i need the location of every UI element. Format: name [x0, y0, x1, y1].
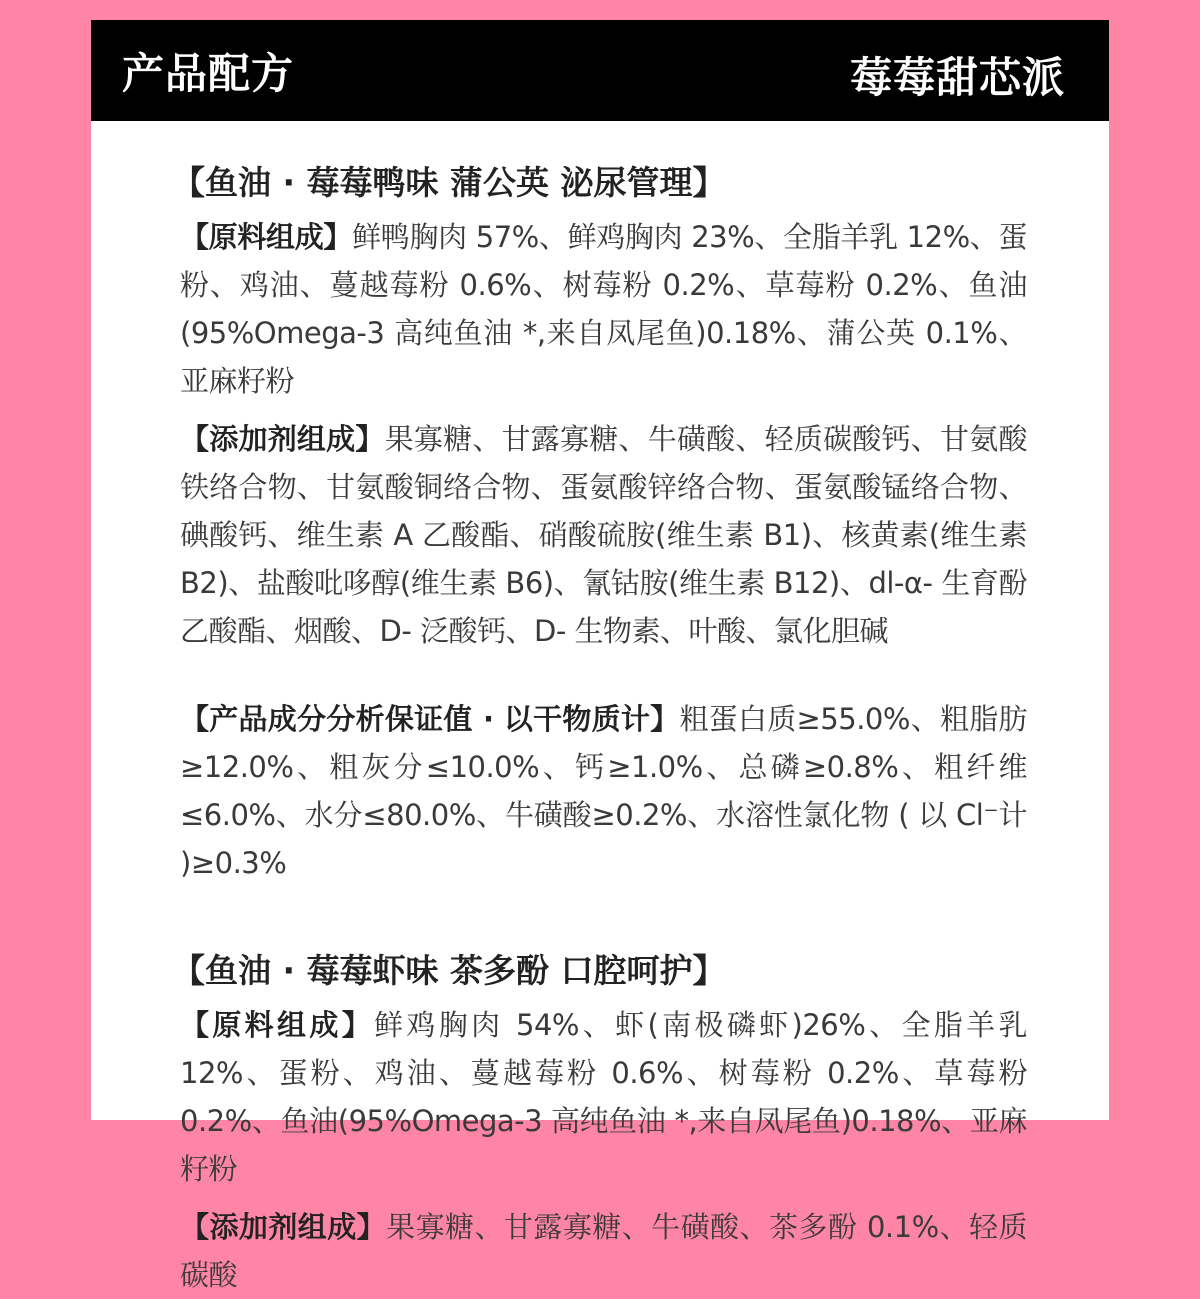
- additives-label: 【添加剂组成】: [180, 422, 385, 456]
- raw-materials-text: 鲜鸭胸肉 57%、鲜鸡胸肉 23%、全脂羊乳 12%、蛋粉、鸡油、蔓越莓粉 0.6%、树莓粉 0.2%、草莓粉 0.2%、鱼油(95%Omega-3 高纯鱼油 *,来自凤尾鱼)0.18%、蒲公英 0.1%、亚麻籽粉: [180, 220, 1027, 398]
- analysis-text: 粗蛋白质≥55.0%、粗脂肪≥12.0%、粗灰分≤10.0%、钙≥1.0%、总磷≥0.8%、粗纤维≤6.0%、水分≤80.0%、牛磺酸≥0.2%、水溶性氯化物 ( 以 Cl⁻计 )≥0.3%: [180, 702, 1027, 880]
- raw-materials-label: 【原料组成】: [180, 220, 353, 254]
- section2-title: 【鱼油 · 莓莓虾味 茶多酚 口腔呵护】: [172, 951, 726, 990]
- guaranteed-analysis: [180, 695, 1027, 887]
- section2-additives: [180, 1203, 1027, 1299]
- section1-title: 【鱼油 · 莓莓鸭味 蒲公英 泌尿管理】: [172, 163, 726, 202]
- additives-label: 【添加剂组成】: [180, 1210, 387, 1244]
- analysis-label: 【产品成分分析保证值 · 以干物质计】: [180, 702, 680, 736]
- additives-text: 果寡糖、甘露寡糖、牛磺酸、轻质碳酸钙、甘氨酸铁络合物、甘氨酸铜络合物、蛋氨酸锌络合物、蛋氨酸锰络合物、碘酸钙、维生素 A 乙酸酯、硝酸硫胺(维生素 B1)、核黄素(维生素 B2)、盐酸吡哆醇(维生素 B6)、氰钴胺(维生素 B12)、dl-α- 生育酚乙酸酯、烟酸、D- 泛酸钙、D- 生物素、叶酸、氯化胆碱: [180, 422, 1027, 648]
- raw-materials-label: 【原料组成】: [180, 1008, 375, 1042]
- card-body: [91, 121, 1109, 1299]
- section2-raw-materials: [180, 1001, 1027, 1193]
- additives-text: 果寡糖、甘露寡糖、牛磺酸、茶多酚 0.1%、轻质碳酸: [180, 1210, 1027, 1292]
- card-header: [91, 20, 1109, 121]
- raw-materials-text: 鲜鸡胸肉 54%、虾(南极磷虾)26%、全脂羊乳 12%、蛋粉、鸡油、蔓越莓粉 0.6%、树莓粉 0.2%、草莓粉 0.2%、鱼油(95%Omega-3 高纯鱼油 *,来自凤尾鱼)0.18%、亚麻籽粉: [180, 1008, 1027, 1186]
- formula-card: [91, 20, 1109, 1292]
- card-title: 产品配方: [122, 48, 295, 98]
- section1-raw-materials: [180, 213, 1027, 405]
- section1-additives: [180, 415, 1027, 655]
- product-name: 莓莓甜芯派: [849, 52, 1065, 102]
